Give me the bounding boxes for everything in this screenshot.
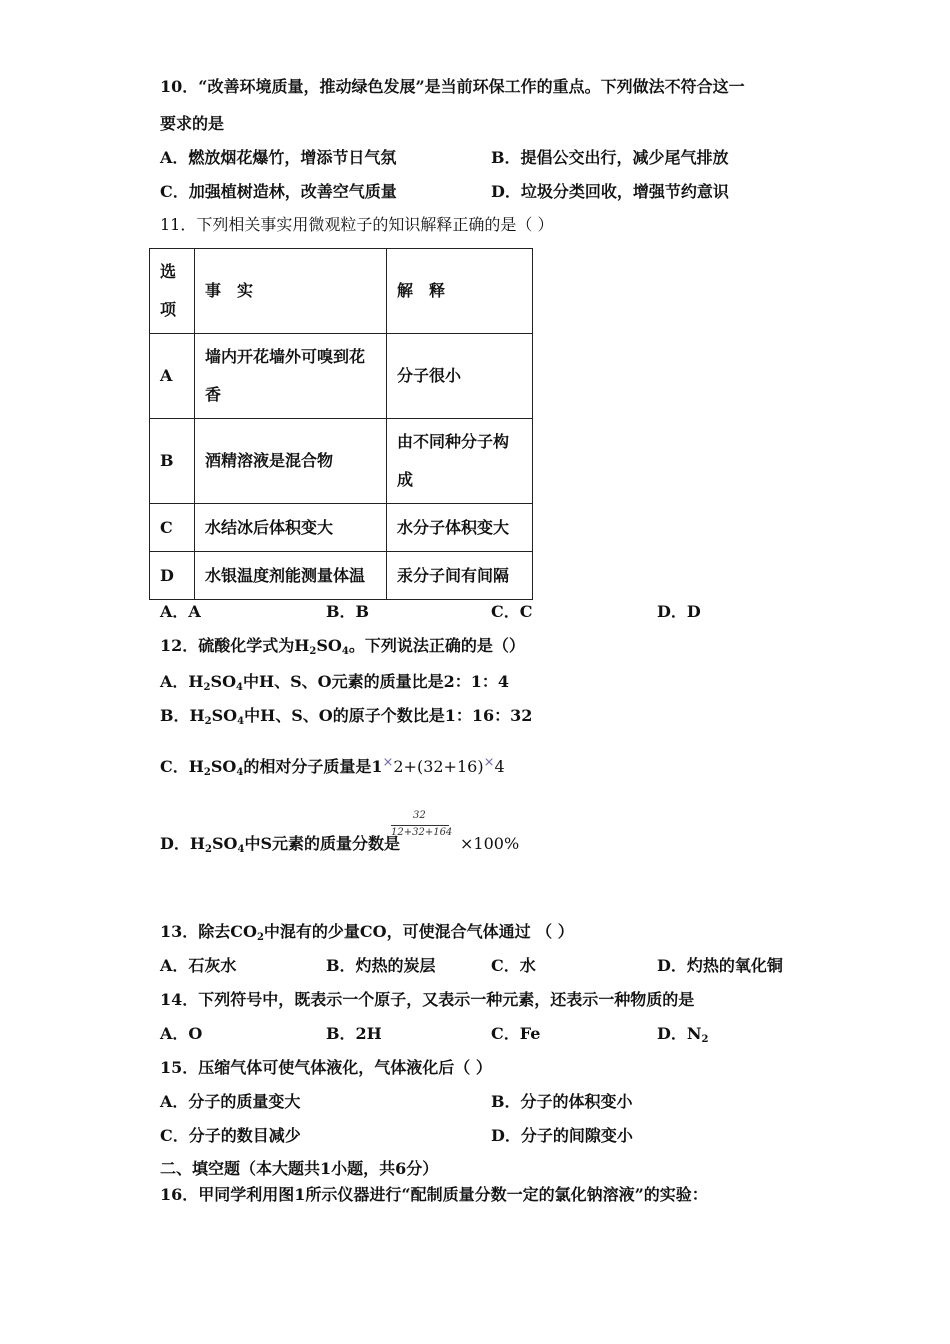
row-option: D [150,552,195,600]
row-explain [387,419,533,504]
q10-stem-line1: 10．“改善环境质量，推动绿色发展”是当前环保工作的重点。下列做法不符合这一 [160,77,745,96]
q15-option-c: C．分子的数目减少 [160,1126,301,1145]
table-row [150,504,533,552]
q12-option-c: C．$H_2SO_4$的相对分子质量是1×2+(32+16)×4 [160,755,505,778]
row-explain: 分子很小 [387,334,533,419]
q13-option-a: A．石灰水 [160,956,237,975]
q10-option-b: B．提倡公交出行，减少尾气排放 [491,148,729,167]
row-fact [195,334,387,419]
row-fact-line2: 香 [205,385,222,404]
table-row [150,552,533,600]
q12-option-a: A．$H_2SO_4$中H、S、O元素的质量比是2：1：4 [160,672,509,693]
q15-stem: 15．压缩气体可使气体液化，气体液化后（ ） [160,1058,492,1077]
q10-option-d: D．垃圾分类回收，增强节约意识 [491,182,729,201]
q15-option-b: B．分子的体积变小 [491,1092,633,1111]
row-fact: 水银温度剂能测量体温 [195,552,387,600]
q12-stem: 12．硫酸化学式为$H_2SO_4$。下列说法正确的是（） [160,636,525,657]
table-row [150,419,533,504]
row-explain: 汞分子间有间隔 [387,552,533,600]
q14-option-b: B．2H [326,1024,382,1043]
header-option [150,249,195,334]
q14-option-c: C．Fe [491,1024,541,1043]
header-explain: 解 释 [387,249,533,334]
table-header-row [150,249,533,334]
q12-option-d-suffix: ×100% [460,834,520,853]
q11-table [149,248,533,600]
q15-option-a: A．分子的质量变大 [160,1092,301,1111]
row-fact: 酒精溶液是混合物 [195,419,387,504]
q14-option-a: A．O [160,1024,203,1043]
multiply-mark: × [382,755,394,770]
q14-stem: 14．下列符号中，既表示一个原子，又表示一种元素，还表示一种物质的是 [160,990,695,1009]
row-explain-line1: 由不同种分子构 [397,432,510,451]
header-option-line2: 项 [160,300,177,319]
q13-option-c: C．水 [491,956,536,975]
q13-option-b: B．灼热的炭层 [326,956,436,975]
fraction-numerator: 32 [413,810,426,821]
table-row [150,334,533,419]
section-2-heading: 二、填空题（本大题共1小题，共6分） [160,1159,439,1178]
fraction-bar [391,825,449,826]
q14-option-d: D．$N_2$ [657,1024,709,1045]
header-option-line1: 选 [160,262,177,281]
q15-option-d: D．分子的间隙变小 [491,1126,633,1145]
q13-stem: 13．除去$CO_2$中混有的少量CO，可使混合气体通过 （ ） [160,922,574,943]
q10-option-c: C．加强植树造林，改善空气质量 [160,182,397,201]
q11-option-a: A．A [160,602,201,621]
row-explain-line2: 成 [397,470,414,489]
q10-stem-line2: 要求的是 [160,114,225,133]
header-fact: 事 实 [195,249,387,334]
q12-option-b: B．$H_2SO_4$中H、S、O的原子个数比是1：16：32 [160,706,533,727]
row-explain: 水分子体积变大 [387,504,533,552]
multiply-mark: × [483,755,495,770]
q11-option-b: B．B [326,602,370,621]
row-fact: 水结冰后体积变大 [195,504,387,552]
q11-option-d: D．D [657,602,701,621]
fraction-denominator: 12+32+164 [391,827,453,838]
row-fact-line1: 墙内开花墙外可嗅到花 [205,347,366,366]
row-option: B [150,419,195,504]
q11-stem: 11．下列相关事实用微观粒子的知识解释正确的是（ ） [160,215,554,234]
q10-option-a: A．燃放烟花爆竹，增添节日气氛 [160,148,397,167]
q12-option-d: D．$H_2SO_4$中S元素的质量分数是 [160,834,401,855]
row-option: C [150,504,195,552]
q16-stem: 16．甲同学利用图1所示仪器进行“配制质量分数一定的氯化钠溶液”的实验： [160,1185,708,1204]
row-option: A [150,334,195,419]
q13-option-d: D．灼热的氧化铜 [657,956,783,975]
q11-option-c: C．C [491,602,533,621]
